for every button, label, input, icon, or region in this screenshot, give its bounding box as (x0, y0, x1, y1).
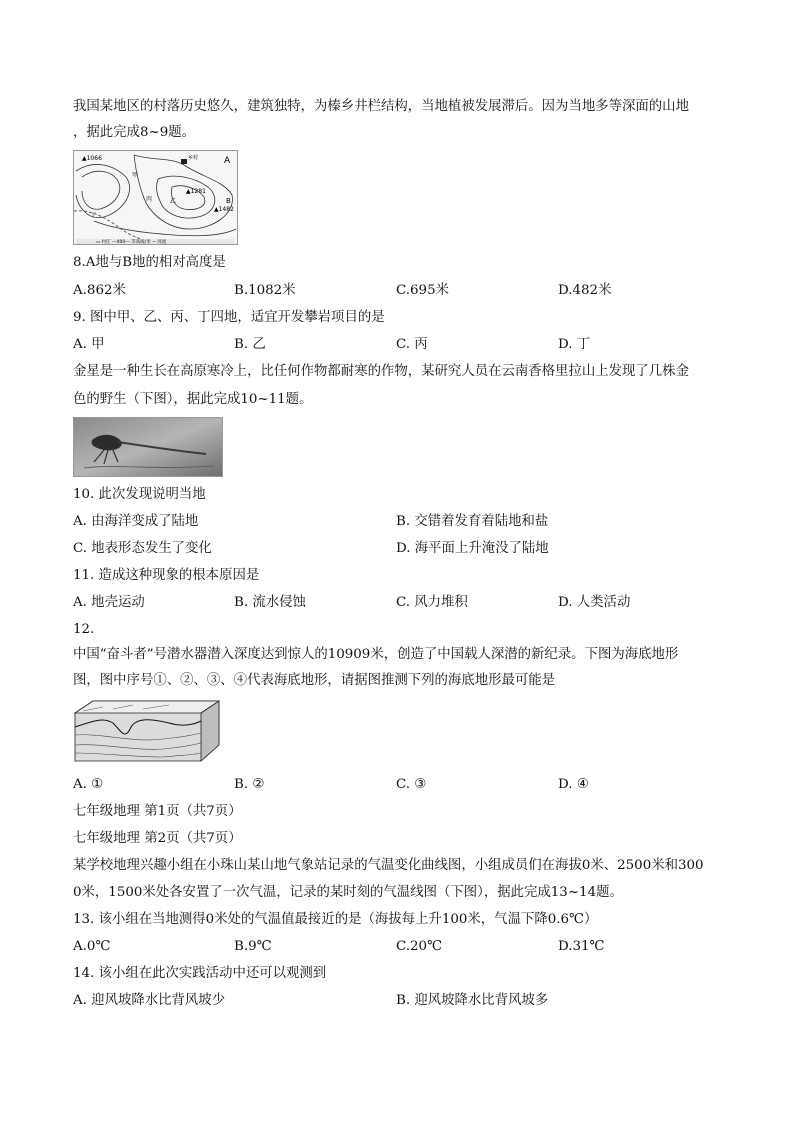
intro-10-11-line2: 色的野生（下图），据此完成10~11题。 (73, 392, 313, 407)
point-b-label: B (226, 197, 231, 205)
q9-option-c: C. 丙 (396, 337, 428, 352)
q11-option-a: A. 地壳运动 (73, 595, 145, 610)
q10-option-d: D. 海平面上升淹没了陆地 (396, 541, 549, 556)
q10-option-c: C. 地表形态发生了变化 (73, 541, 212, 556)
q13-option-d: D.31℃ (558, 939, 605, 954)
q8-option-b: B.1082米 (234, 283, 296, 298)
peak-label-1: ▲1066 (82, 155, 102, 162)
fossil-photo (73, 417, 223, 477)
q13-option-b: B.9℃ (234, 939, 272, 954)
q10-option-a: A. 由海洋变成了陆地 (73, 514, 199, 529)
q11-option-c: C. 风力堆积 (396, 595, 468, 610)
q10-stem: 10. 此次发现说明当地 (73, 487, 206, 502)
jia-label: 甲 (132, 172, 139, 179)
q12-stem-line2: 图，图中序号①、②、③、④代表海底地形，请据图推测下列的海底地形最可能是 (73, 673, 556, 688)
q11-option-b: B. 流水侵蚀 (234, 595, 306, 610)
q11-stem: 11. 造成这种现象的根本原因是 (73, 568, 260, 583)
seafloor-diagram (73, 697, 221, 764)
q12-option-b: B. ② (234, 777, 265, 792)
q8-option-a: A.862米 (73, 283, 126, 298)
q12-option-d: D. ④ (558, 777, 589, 792)
yi-label: 乙 (170, 198, 177, 205)
fossil-photo-drawing (74, 418, 222, 476)
q13-option-a: A.0℃ (73, 939, 111, 954)
page-footer-2: 七年级地理 第2页（共7页） (73, 831, 242, 846)
contour-map-figure (73, 150, 238, 245)
point-a-label: A (224, 156, 231, 166)
q12-option-a: A. ① (73, 777, 104, 792)
bing-label: 丙 (146, 196, 153, 203)
ding-label: 丁 (90, 212, 97, 219)
intro-10-11-line1: 金星是一种生长在高原寒冷上，比任何作物都耐寒的作物，某研究人员在云南香格里拉山上发现了几株金 (73, 364, 689, 379)
map-legend: ▭ 村庄 —400— 等高线/米 ∼ 河流 (96, 240, 167, 244)
q13-option-c: C.20℃ (396, 939, 443, 954)
q8-stem: 8.A地与B地的相对高度是 (73, 255, 226, 270)
peak-label-2: ▲1281 (186, 188, 206, 195)
intro-8-9-line2: ，据此完成8~9题。 (73, 125, 195, 140)
intro-13-14-line2: 0米，1500米处各安置了一次气温，记录的某时刻的气温线图（下图），据此完成13~14题。 (73, 885, 623, 900)
q12-stem-line1: 中国“奋斗者”号潜水器潜入深度达到惊人的10909米，创造了中国载人深潜的新纪录。下图为海底地形 (73, 647, 679, 662)
seafloor-figure (73, 697, 221, 764)
q14-option-a: A. 迎风坡降水比背风坡少 (73, 993, 226, 1008)
q13-stem: 13. 该小组在当地测得0米处的气温值最接近的是（海拔每上升100米，气温下降0.6℃） (73, 912, 598, 927)
peak-label-3: ▲1482 (214, 206, 234, 213)
q11-option-d: D. 人类活动 (558, 595, 631, 610)
q9-stem: 9. 图中甲、乙、丙、丁四地，适宜开发攀岩项目的是 (73, 310, 385, 325)
contour-map (74, 151, 237, 244)
q10-option-b: B. 交错着发育着陆地和盐 (396, 514, 549, 529)
page-footer-1: 七年级地理 第1页（共7页） (73, 804, 242, 819)
q9-option-d: D. 丁 (558, 337, 591, 352)
q14-option-b: B. 迎风坡降水比背风坡多 (396, 993, 549, 1008)
intro-13-14-line1: 某学校地理兴趣小组在小珠山某山地气象站记录的气温变化曲线图，小组成员们在海拔0米、2500米和300 (73, 858, 704, 873)
q14-stem: 14. 该小组在此次实践活动中还可以观测到 (73, 966, 327, 981)
q12-number: 12. (73, 622, 95, 637)
intro-8-9-line1: 我国某地区的村落历史悠久，建筑独特，为榛乡井栏结构，当地植被发展滞后。因为当地多等深面的山地 (73, 99, 689, 114)
q9-option-b: B. 乙 (234, 337, 266, 352)
village-label: 乡村 (188, 155, 199, 161)
q9-option-a: A. 甲 (73, 337, 105, 352)
q8-option-d: D.482米 (558, 283, 612, 298)
q8-option-c: C.695米 (396, 283, 449, 298)
q12-option-c: C. ③ (396, 777, 427, 792)
village-marker (181, 159, 187, 164)
